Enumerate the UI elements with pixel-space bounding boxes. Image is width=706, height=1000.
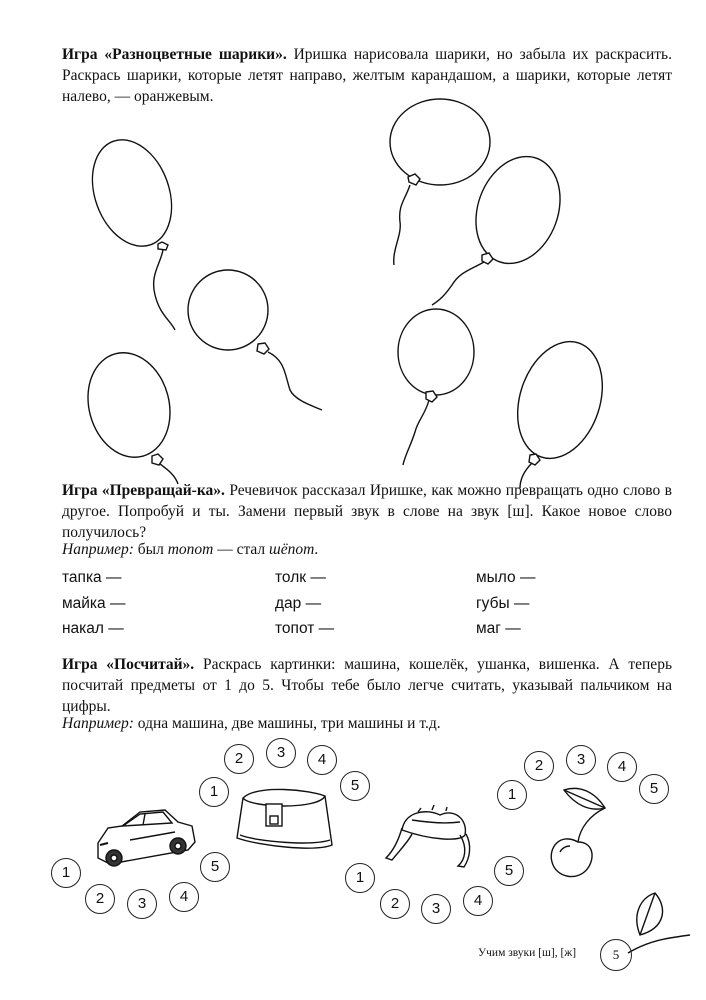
- game3-example-label: Например:: [62, 715, 134, 732]
- number-circle[interactable]: 3: [566, 745, 596, 775]
- number-circle[interactable]: 4: [169, 882, 199, 912]
- number-circle[interactable]: 5: [200, 852, 230, 882]
- number-circle[interactable]: 5: [494, 856, 524, 886]
- word-item: толк —: [275, 569, 326, 586]
- number-circle[interactable]: 2: [380, 889, 410, 919]
- word-item: дар —: [275, 595, 322, 612]
- number-circle[interactable]: 3: [127, 889, 157, 919]
- word-item: топот —: [275, 620, 335, 637]
- number-circle[interactable]: 3: [266, 738, 296, 768]
- game2-example-label: Например:: [62, 541, 134, 558]
- word-item: тапка —: [62, 569, 122, 586]
- number-circle[interactable]: 4: [307, 745, 337, 775]
- number-circle[interactable]: 5: [340, 771, 370, 801]
- number-circle[interactable]: 3: [421, 894, 451, 924]
- word-item: маг —: [476, 620, 521, 637]
- word-item: губы —: [476, 595, 530, 612]
- word-item: майка —: [62, 595, 126, 612]
- number-circle[interactable]: 1: [497, 780, 527, 810]
- number-circle[interactable]: 1: [51, 858, 81, 888]
- car-icon: [98, 810, 195, 866]
- word-item: накал —: [62, 620, 124, 637]
- word-item: мыло —: [476, 569, 536, 586]
- game2-example-end: .: [314, 541, 319, 558]
- number-circle[interactable]: 2: [224, 744, 254, 774]
- game2-example-word-2: шёпот: [269, 541, 315, 558]
- number-circle[interactable]: 1: [199, 777, 229, 807]
- game2-example-text-1: был: [133, 541, 168, 558]
- footer-title: Учим звуки [ш], [ж]: [478, 947, 577, 959]
- game3-text: Раскрась картинки: машина, кошелёк, ушанка, вишенка. А теперь посчитай предметы от 1 до 5. Чтобы тебе было легче считать, указывай пальчиком на цифры.: [62, 656, 673, 715]
- number-circle[interactable]: 2: [85, 884, 115, 914]
- number-circle[interactable]: 5: [639, 774, 669, 804]
- game2-example-word-1: топот: [167, 541, 214, 558]
- game2-example-text-2: — стал: [213, 541, 270, 558]
- game2-title: Игра «Превращай-ка».: [62, 482, 225, 499]
- cherry-decoration-icon: [628, 893, 690, 953]
- number-circle[interactable]: 1: [345, 863, 375, 893]
- number-circle[interactable]: 4: [463, 886, 493, 916]
- game3-title: Игра «Посчитай».: [62, 656, 195, 673]
- purse-icon: [237, 789, 332, 848]
- number-circle[interactable]: 4: [607, 752, 637, 782]
- ushanka-hat-icon: [386, 805, 470, 867]
- page-number: 5: [600, 939, 632, 971]
- game1-text: Иришка нарисовала шарики, но забыла их раскрасить. Раскрась шарики, которые летят направо, желтым карандашом, а шарики, которые летят налево, — оранжевым.: [62, 46, 672, 105]
- cherry-icon: [551, 788, 605, 876]
- number-circle[interactable]: 2: [524, 751, 554, 781]
- game1-title: Игра «Разноцветные шарики».: [62, 46, 287, 63]
- game2-text: Речевичок рассказал Иришке, как можно превращать одно слово в другое. Попробуй и ты. Замени первый звук в слове на звук [ш]. Какое новое слово получилось?: [62, 482, 672, 541]
- game3-example-text: одна машина, две машины, три машины и т.д.: [133, 715, 441, 732]
